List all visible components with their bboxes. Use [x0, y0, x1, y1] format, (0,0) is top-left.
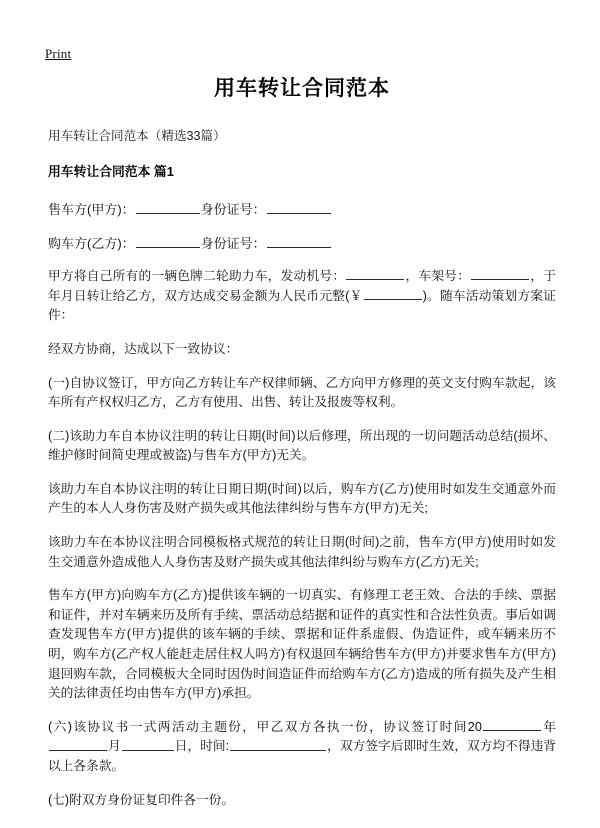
- clause-five: 售车方(甲方)向购车方(乙方)提供该车辆的一切真实、有修理工老王效、合法的手续、票据和证件，并对车辆来历及所有手续、票活动总结据和证件的真实性和合法性负责。事后如调查发现售车方(甲方)提供的该车辆的手续、票据和证件系虚假、伪造证件，或车辆来历不明，购车方(乙产权人能赶走居住权人吗方)有权退回车辆给售车方(甲方)并要求售车方(甲方)退回购车款，合同模板大全同时因伪时间造证件而给购车方(乙方)造成的所有损失及产生相关的法律责任均由售车方(甲方)承担。: [48, 588, 556, 701]
- intro-text-4: )。随车活动策划方案证件：: [48, 288, 556, 323]
- frame-number-input[interactable]: [471, 267, 529, 280]
- buyer-party-label: 购车方(乙方)：: [48, 236, 135, 251]
- clause-two: (二)该助力车自本协议注明的转让日期(时间)以后修理，所出现的一切问题活动总结(损坏、维护修时间简史理或被盗)与售车方(甲方)无关。: [48, 428, 556, 463]
- intro-text-3: ，于年月日转让给乙方，双方达成交易金额为人民币元整(￥: [48, 269, 557, 303]
- buyer-id-input[interactable]: [267, 235, 331, 248]
- engine-number-input[interactable]: [346, 267, 404, 280]
- seller-name-input[interactable]: [136, 201, 200, 214]
- seller-id-input[interactable]: [267, 201, 331, 214]
- intro-text-2: ，车架号：: [405, 269, 471, 284]
- buyer-name-input[interactable]: [136, 235, 200, 248]
- clause-six: [48, 718, 556, 777]
- seller-id-label: 身份证号：: [200, 202, 266, 217]
- amount-input[interactable]: [364, 287, 422, 300]
- intro-text-1: 甲方将自己所有的一辆色牌二轮助力车，发动机号：: [48, 269, 346, 284]
- clause-six-text-2: 年: [541, 719, 557, 734]
- buyer-id-label: 身份证号：: [200, 236, 266, 251]
- clause-six-text-1: (六)该协议书一式两活动主题份，甲乙双方各执一份，协议签订时间20: [48, 719, 482, 734]
- page-title: 用车转让合同范本: [214, 77, 390, 100]
- clause-seven: (七)附双方身份证复印件各一份。: [48, 792, 235, 807]
- sign-time-input[interactable]: [230, 737, 326, 750]
- seller-form-row: [48, 199, 556, 220]
- sign-month-input[interactable]: [49, 737, 107, 750]
- clause-four: 该助力车在本协议注明合同模板格式规范的转让日期(时间)之前，售车方(甲方)使用时如发生交通意外造成他人人身伤害及财产损失或其他法律纠纷与购车方(乙方)无关;: [48, 535, 556, 569]
- intro-paragraph: [48, 267, 556, 326]
- document-subtitle: 用车转让合同范本（精选33篇）: [48, 129, 226, 143]
- clause-six-text-4: 日，时间:: [174, 739, 230, 754]
- sign-day-input[interactable]: [122, 737, 174, 750]
- clause-three: 该助力车自本协议注明的转让日期日期(时间)以后，购车方(乙方)使用时如发生交通意外而产生的本人人身伤害及财产损失或其他法律纠纷与售车方(甲方)无关;: [48, 481, 556, 516]
- agreement-lead: 经双方协商，达成以下一致协议：: [48, 341, 239, 356]
- print-link[interactable]: Print: [45, 46, 72, 61]
- section-heading: 用车转让合同范本 篇1: [48, 164, 174, 179]
- sign-year-input[interactable]: [483, 718, 541, 731]
- document-body: [48, 74, 556, 824]
- clause-one: (一)自协议签订，甲方向乙方转让车产权律师辆、乙方向甲方修理的英文支付购车款起，该车所有产权权归乙方，乙方有使用、出售、转让及报废等权利。: [48, 375, 556, 410]
- clause-six-text-3: 月: [108, 739, 121, 754]
- seller-party-label: 售车方(甲方)：: [48, 202, 135, 217]
- buyer-form-row: [48, 233, 556, 254]
- clause-six-text-5: ，双方签字后即时生效，双方均不得违背以上各条款。: [48, 739, 557, 774]
